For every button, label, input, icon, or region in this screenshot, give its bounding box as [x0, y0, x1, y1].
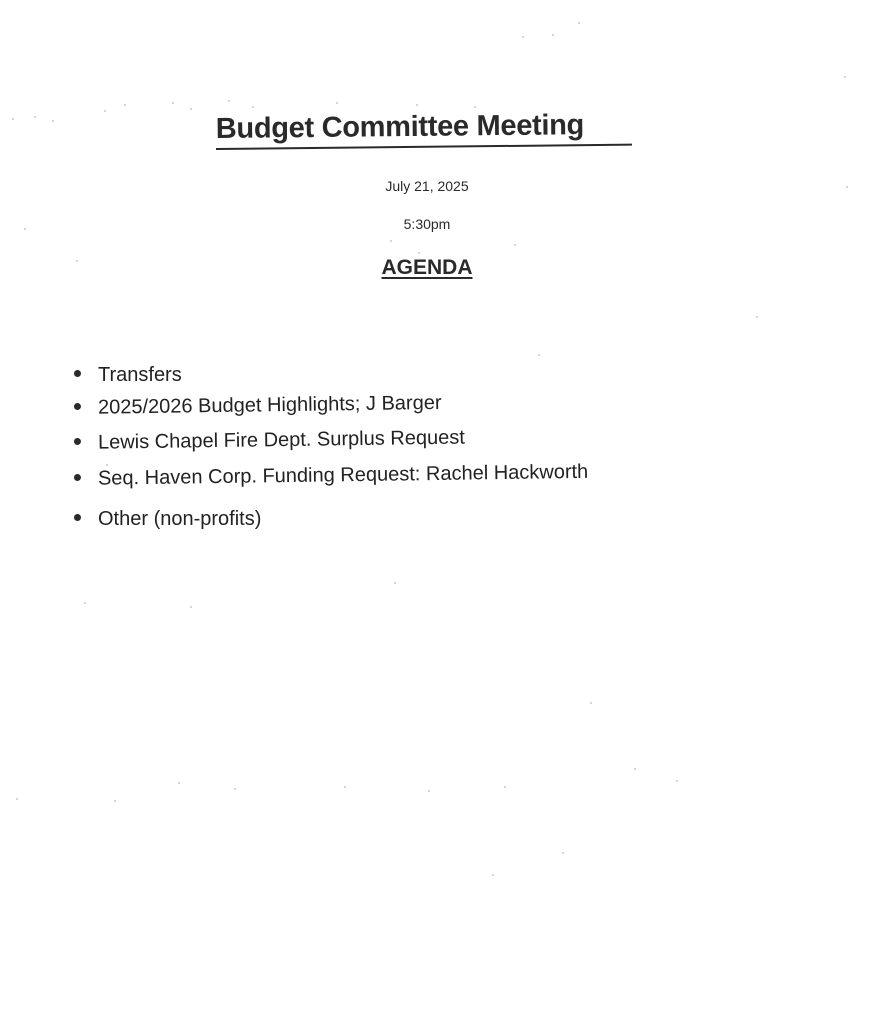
- meeting-title: Budget Committee Meeting: [215, 109, 585, 146]
- agenda-item-text: 2025/2026 Budget Highlights; J Barger: [97, 391, 442, 419]
- agenda-item: [74, 391, 442, 420]
- bullet-icon: [74, 438, 81, 445]
- agenda-item: [74, 460, 589, 491]
- agenda-item: [74, 363, 182, 387]
- meeting-date: July 21, 2025: [385, 178, 469, 194]
- bullet-icon: [74, 370, 81, 377]
- bullet-icon: [74, 474, 81, 481]
- bullet-icon: [74, 403, 81, 410]
- meeting-time: 5:30pm: [403, 216, 451, 232]
- agenda-item: [74, 426, 465, 455]
- agenda-heading: AGENDA: [381, 256, 473, 279]
- agenda-item-text: Transfers: [98, 364, 182, 386]
- bullet-icon: [74, 514, 81, 521]
- agenda-item-text: Lewis Chapel Fire Dept. Surplus Request: [97, 426, 465, 454]
- agenda-item-text: Seq. Haven Corp. Funding Request: Rachel Hackworth: [97, 460, 589, 490]
- agenda-item: [74, 507, 261, 531]
- agenda-item-text: Other (non-profits): [98, 508, 262, 530]
